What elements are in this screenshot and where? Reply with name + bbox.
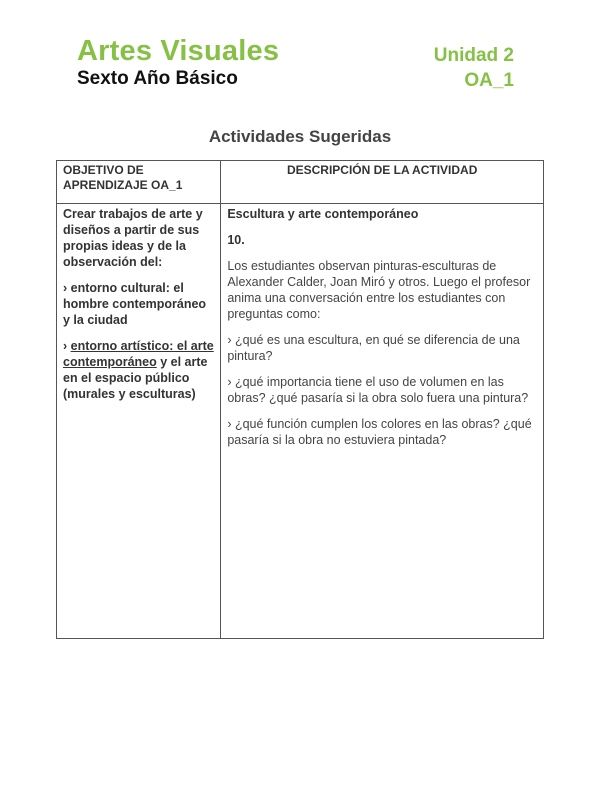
objective-item-artistic-prefix: › bbox=[63, 339, 71, 353]
activity-number: 10. bbox=[227, 233, 245, 247]
activity-question-3: › ¿qué función cumplen los colores en las obras? ¿qué pasaría si la obra no estuviera pintada? bbox=[227, 417, 532, 447]
objective-header: OBJETIVO DE APRENDIZAJE OA_1 bbox=[57, 161, 221, 204]
description-header: DESCRIPCIÓN DE LA ACTIVIDAD bbox=[221, 161, 544, 204]
header-right bbox=[434, 44, 514, 93]
grade-subtitle: Sexto Año Básico bbox=[77, 68, 238, 89]
objective-item-cultural: › entorno cultural: el hombre contemporáneo y la ciudad bbox=[63, 281, 207, 327]
activity-question-2: › ¿qué importancia tiene el uso de volumen en las obras? ¿qué pasaría si la obra solo fuera una pintura? bbox=[227, 375, 529, 405]
objective-item-artistic bbox=[63, 338, 214, 402]
activity-question-1: › ¿qué es una escultura, en qué se diferencia de una pintura? bbox=[227, 333, 520, 363]
document-title: Artes Visuales bbox=[77, 35, 280, 67]
table-row bbox=[57, 204, 544, 639]
objective-item-artistic-rest: y el arte en el espacio público (murales y esculturas) bbox=[63, 355, 208, 401]
activity-intro: Los estudiantes observan pinturas-esculturas de Alexander Calder, Joan Miró y otros. Luego el profesor anima una conversación entre los estudiantes con preguntas como: bbox=[227, 259, 531, 321]
objective-item-artistic-underlined: entorno artístico: el arte contemporáneo bbox=[63, 339, 214, 369]
table-header-row bbox=[57, 161, 544, 204]
objective-cell bbox=[57, 204, 221, 639]
description-cell bbox=[221, 204, 544, 639]
activities-table bbox=[56, 160, 544, 639]
oa-label: OA_1 bbox=[464, 70, 514, 91]
unit-label: Unidad 2 bbox=[433, 45, 514, 66]
activity-heading: Escultura y arte contemporáneo bbox=[227, 207, 419, 221]
section-title: Actividades Sugeridas bbox=[208, 127, 392, 146]
header-left bbox=[77, 34, 279, 90]
objective-intro: Crear trabajos de arte y diseños a partir de sus propias ideas y de la observación del: bbox=[63, 207, 203, 269]
